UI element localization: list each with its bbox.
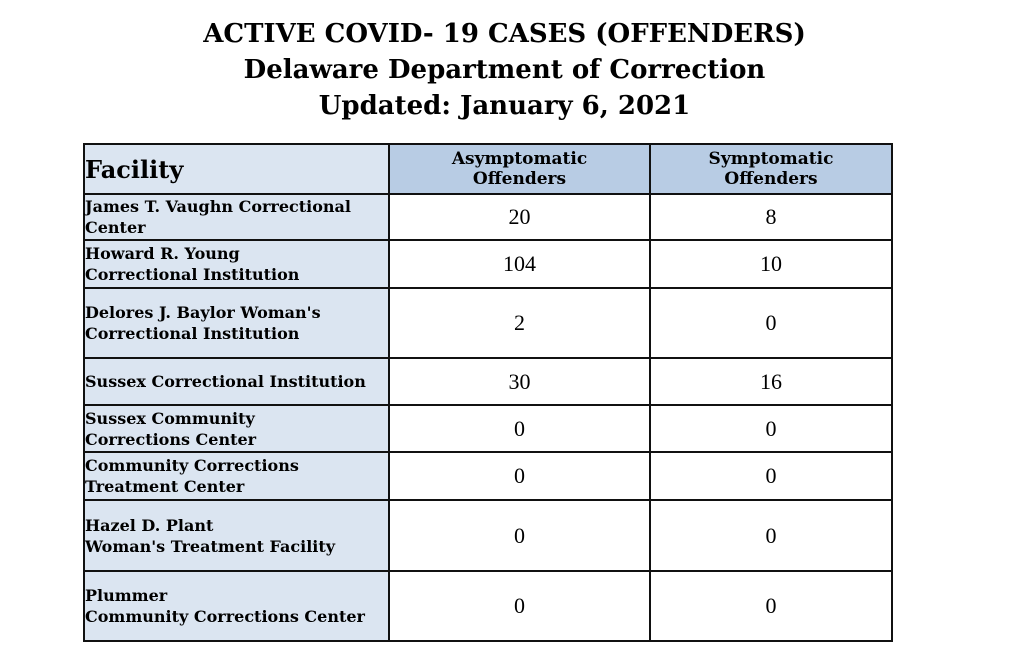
facility-name-line: Howard R. Young <box>85 244 240 263</box>
table-row <box>84 500 892 571</box>
table-row <box>84 288 892 358</box>
facility-name-line: Corrections Center <box>85 429 257 449</box>
facility-cell <box>84 194 389 240</box>
table-header-row <box>84 144 892 194</box>
facility-name-line: Sussex Community <box>85 408 255 428</box>
asymptomatic-count: 30 <box>389 358 650 405</box>
asymptomatic-count: 20 <box>389 194 650 240</box>
facility-name-line: Delores J. Baylor Woman's <box>85 303 321 322</box>
header-asymptomatic-line-1: Asymptomatic <box>451 149 588 169</box>
asymptomatic-count: 0 <box>389 571 650 641</box>
title-line-2: Delaware Department of Correction <box>243 55 766 85</box>
header-asymptomatic <box>389 144 650 194</box>
facility-name-line: Woman's Treatment Facility <box>85 536 336 556</box>
facility-name-line: James T. Vaughn Correctional <box>85 197 351 216</box>
symptomatic-count: 8 <box>650 194 892 240</box>
title-line-3: Updated: January 6, 2021 <box>318 91 691 121</box>
asymptomatic-count: 0 <box>389 452 650 500</box>
facility-name-line: Community Corrections Center <box>85 607 365 626</box>
facility-name-line: Community Corrections <box>85 456 299 475</box>
table-row <box>84 571 892 641</box>
facility-name-line: Plummer <box>85 586 168 605</box>
header-symptomatic-line-2: Offenders <box>724 169 818 189</box>
cases-table <box>83 143 893 642</box>
facility-cell <box>84 358 389 405</box>
symptomatic-count: 16 <box>650 358 892 405</box>
facility-name-line: Treatment Center <box>85 477 245 496</box>
facility-cell <box>84 452 389 500</box>
facility-cell <box>84 240 389 288</box>
header-symptomatic <box>650 144 892 194</box>
facility-name-line: Center <box>85 218 146 237</box>
header-symptomatic-line-1: Symptomatic <box>708 149 834 169</box>
symptomatic-count: 10 <box>650 240 892 288</box>
facility-cell <box>84 500 389 571</box>
facility-name-line: Correctional Institution <box>85 265 300 284</box>
page-title <box>0 16 1009 124</box>
title-line-1: ACTIVE COVID- 19 CASES (OFFENDERS) <box>203 19 806 49</box>
symptomatic-count: 0 <box>650 405 892 452</box>
header-facility: Facility <box>84 144 389 194</box>
symptomatic-count: 0 <box>650 288 892 358</box>
facility-cell <box>84 405 389 452</box>
symptomatic-count: 0 <box>650 452 892 500</box>
table-row <box>84 240 892 288</box>
facility-cell <box>84 288 389 358</box>
table-row <box>84 452 892 500</box>
symptomatic-count: 0 <box>650 571 892 641</box>
asymptomatic-count: 104 <box>389 240 650 288</box>
asymptomatic-count: 2 <box>389 288 650 358</box>
asymptomatic-count: 0 <box>389 500 650 571</box>
facility-name-line: Hazel D. Plant <box>85 515 214 535</box>
symptomatic-count: 0 <box>650 500 892 571</box>
asymptomatic-count: 0 <box>389 405 650 452</box>
facility-name-line: Sussex Correctional Institution <box>85 372 366 391</box>
table-row <box>84 405 892 452</box>
table-body <box>84 194 892 641</box>
table-row <box>84 194 892 240</box>
header-asymptomatic-line-2: Offenders <box>472 169 567 189</box>
facility-cell <box>84 571 389 641</box>
facility-name-line: Correctional Institution <box>85 324 300 343</box>
table-row <box>84 358 892 405</box>
